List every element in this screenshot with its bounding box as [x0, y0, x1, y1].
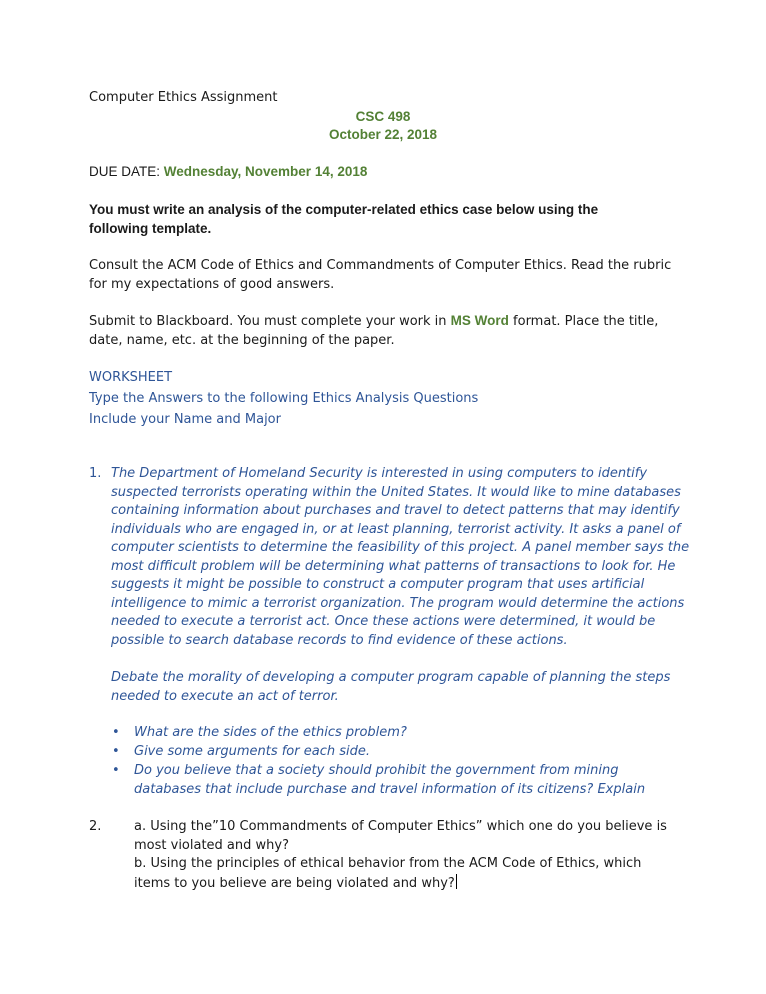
question-1-bullet-list [112, 724, 672, 800]
submit-text-after: format. Place the title, date, name, etc. at the beginning of the paper. [89, 314, 659, 348]
question-2-part-a: a. Using the”10 Commandments of Computer Ethics” which one do you believe is most violated and why? [134, 819, 667, 853]
due-date-value: Wednesday, November 14, 2018 [163, 164, 368, 179]
bullet-icon: • [112, 725, 120, 740]
question-1-number: 1. [89, 466, 102, 481]
consult-instruction: Consult the ACM Code of Ethics and Commandments of Computer Ethics. Read the rubric for my expectations of good answers. [89, 258, 672, 292]
list-item [112, 743, 672, 762]
worksheet-heading: WORKSHEET [89, 370, 173, 385]
submit-format: MS Word [450, 313, 509, 328]
bullet-text: Give some arguments for each side. [134, 744, 370, 759]
question-2-part-b: b. Using the principles of ethical behavior from the ACM Code of Ethics, which items to you believe are being violated and why? [134, 856, 642, 891]
list-item [112, 724, 672, 743]
question-2-number: 2. [89, 819, 102, 834]
list-item [112, 762, 672, 799]
bullet-text: What are the sides of the ethics problem? [134, 725, 407, 740]
assignment-title: Computer Ethics Assignment [89, 90, 278, 105]
question-1-scenario: The Department of Homeland Security is interested in using computers to identify suspected terrorists operating within the United States. It would like to mine databases containing information about purchases and travel to detect patterns that may identify individuals who are engaged in, or at least planning, terrorist activity. It asks a panel of computer scientists to determine the feasibility of this project. A panel member says the most difficult problem will be determining what patterns of transactions to look for. He suggests it might be possible to construct a computer program that uses artificial intelligence to mimic a terrorist organization. The program would determine the actions needed to execute a terrorist act. Once these actions were determined, it would be possible to search database records to find evidence of these actions. [111, 466, 690, 648]
bullet-text: Do you believe that a society should prohibit the government from mining databases that include purchase and travel information of its citizens? Explain [134, 763, 646, 797]
submit-instruction [89, 312, 679, 350]
bullet-icon: • [112, 763, 120, 778]
bold-instruction: You must write an analysis of the computer-related ethics case below using the following template. [89, 202, 599, 236]
question-2-part-b-wrap[interactable] [134, 855, 679, 893]
due-date-label: DUE DATE: [89, 164, 164, 179]
text-cursor [456, 874, 457, 889]
worksheet-line-1: Type the Answers to the following Ethics Analysis Questions [89, 391, 479, 406]
due-date-line [89, 163, 367, 182]
course-code: CSC 498 [355, 109, 411, 124]
bullet-icon: • [112, 744, 120, 759]
question-1-debate: Debate the morality of developing a computer program capable of planning the steps needed to execute an act of terror. [111, 670, 671, 704]
assignment-date: October 22, 2018 [328, 127, 438, 142]
worksheet-line-2: Include your Name and Major [89, 412, 281, 427]
submit-text-before: Submit to Blackboard. You must complete your work in [89, 314, 451, 329]
